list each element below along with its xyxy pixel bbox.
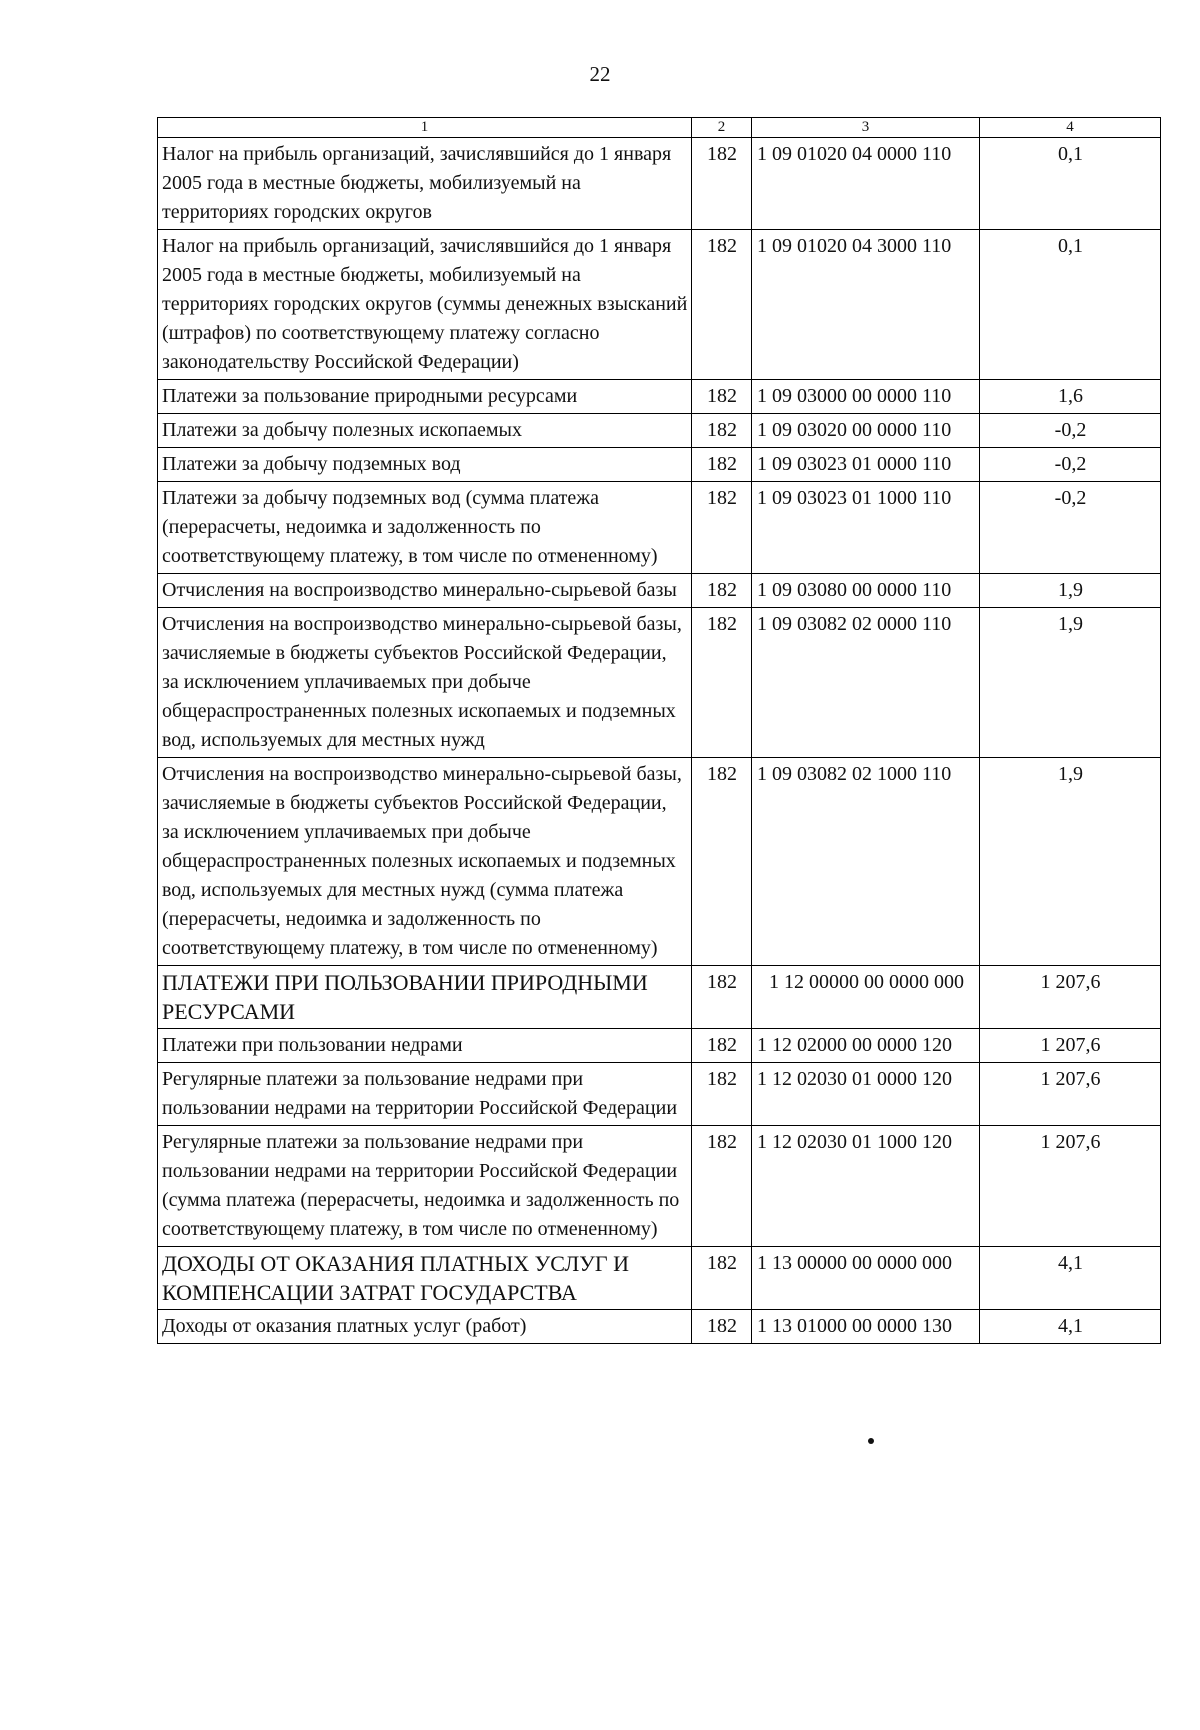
amount-cell: 1,9 (980, 758, 1161, 966)
budget-class-code-cell: 1 09 03082 02 0000 110 (752, 608, 980, 758)
budget-class-code-cell: 1 13 01000 00 0000 130 (752, 1310, 980, 1344)
income-name-cell: Регулярные платежи за пользование недрами при пользовании недрами на территории Российской Федерации (сумма платежа (перерасчеты, недоимка и задолженность по соответствующему платежу, в том числе по отмененному) (158, 1126, 692, 1247)
table-row (158, 380, 1161, 414)
table-row (158, 1126, 1161, 1247)
table-row (158, 1063, 1161, 1126)
column-number-2: 2 (692, 118, 752, 138)
income-name-cell: ДОХОДЫ ОТ ОКАЗАНИЯ ПЛАТНЫХ УСЛУГ И КОМПЕНСАЦИИ ЗАТРАТ ГОСУДАРСТВА (158, 1247, 692, 1310)
column-number-4: 4 (980, 118, 1161, 138)
table-row (158, 448, 1161, 482)
table-row (158, 138, 1161, 230)
budget-class-code-cell: 1 09 01020 04 0000 110 (752, 138, 980, 230)
budget-class-code-cell: 1 09 03082 02 1000 110 (752, 758, 980, 966)
amount-cell: 1 207,6 (980, 1126, 1161, 1247)
table-row (158, 1310, 1161, 1344)
income-name-cell: Платежи за пользование природными ресурсами (158, 380, 692, 414)
income-name-cell: Платежи за добычу подземных вод (сумма платежа (перерасчеты, недоимка и задолженность по соответствующему платежу, в том числе по отмененному) (158, 482, 692, 574)
amount-cell: 0,1 (980, 138, 1161, 230)
stray-dot-mark (868, 1438, 874, 1444)
amount-cell: 1 207,6 (980, 1029, 1161, 1063)
amount-cell: 1 207,6 (980, 966, 1161, 1029)
table-row (158, 1029, 1161, 1063)
table-row (158, 230, 1161, 380)
income-name-cell: Налог на прибыль организаций, зачислявшийся до 1 января 2005 года в местные бюджеты, мобилизуемый на территориях городских округов (суммы денежных взысканий (штрафов) по соответствующему платежу согласно законодательству Российской Федерации) (158, 230, 692, 380)
table-row (158, 482, 1161, 574)
admin-code-cell: 182 (692, 1126, 752, 1247)
admin-code-cell: 182 (692, 608, 752, 758)
income-name-cell: Регулярные платежи за пользование недрами при пользовании недрами на территории Российской Федерации (158, 1063, 692, 1126)
admin-code-cell: 182 (692, 1310, 752, 1344)
budget-class-code-cell: 1 13 00000 00 0000 000 (752, 1247, 980, 1310)
column-number-1: 1 (158, 118, 692, 138)
admin-code-cell: 182 (692, 482, 752, 574)
amount-cell: 4,1 (980, 1247, 1161, 1310)
table-row (158, 414, 1161, 448)
revenue-table (157, 117, 1161, 1344)
budget-class-code-cell: 1 12 02030 01 1000 120 (752, 1126, 980, 1247)
admin-code-cell: 182 (692, 414, 752, 448)
admin-code-cell: 182 (692, 448, 752, 482)
admin-code-cell: 182 (692, 1063, 752, 1126)
amount-cell: 1,9 (980, 574, 1161, 608)
admin-code-cell: 182 (692, 1247, 752, 1310)
amount-cell: -0,2 (980, 414, 1161, 448)
amount-cell: 1,9 (980, 608, 1161, 758)
table-header (158, 118, 1161, 138)
budget-class-code-cell: 1 09 03023 01 1000 110 (752, 482, 980, 574)
budget-class-code-cell: 1 09 01020 04 3000 110 (752, 230, 980, 380)
admin-code-cell: 182 (692, 230, 752, 380)
income-name-cell: Платежи за добычу полезных ископаемых (158, 414, 692, 448)
admin-code-cell: 182 (692, 966, 752, 1029)
income-name-cell: Отчисления на воспроизводство минерально-сырьевой базы, зачисляемые в бюджеты субъектов Российской Федерации, за исключением уплачиваемых при добыче общераспространенных полезных ископаемых и подземных вод, используемых для местных нужд (158, 608, 692, 758)
budget-class-code-cell: 1 12 02000 00 0000 120 (752, 1029, 980, 1063)
income-name-cell: ПЛАТЕЖИ ПРИ ПОЛЬЗОВАНИИ ПРИРОДНЫМИ РЕСУРСАМИ (158, 966, 692, 1029)
income-name-cell: Отчисления на воспроизводство минерально-сырьевой базы, зачисляемые в бюджеты субъектов Российской Федерации, за исключением уплачиваемых при добыче общераспространенных полезных ископаемых и подземных вод, используемых для местных нужд (сумма платежа (перерасчеты, недоимка и задолженность по соответствующему платежу, в том числе по отмененному) (158, 758, 692, 966)
column-number-3: 3 (752, 118, 980, 138)
income-name-cell: Платежи при пользовании недрами (158, 1029, 692, 1063)
amount-cell: 1,6 (980, 380, 1161, 414)
income-name-cell: Платежи за добычу подземных вод (158, 448, 692, 482)
admin-code-cell: 182 (692, 574, 752, 608)
budget-class-code-cell: 1 09 03000 00 0000 110 (752, 380, 980, 414)
income-name-cell: Доходы от оказания платных услуг (работ) (158, 1310, 692, 1344)
budget-class-code-cell: 1 12 00000 00 0000 000 (752, 966, 980, 1029)
page-number: 22 (589, 62, 611, 86)
admin-code-cell: 182 (692, 138, 752, 230)
amount-cell: 1 207,6 (980, 1063, 1161, 1126)
amount-cell: -0,2 (980, 482, 1161, 574)
budget-class-code-cell: 1 09 03023 01 0000 110 (752, 448, 980, 482)
column-number-row (158, 118, 1161, 138)
table-row (158, 966, 1161, 1029)
budget-class-code-cell: 1 09 03080 00 0000 110 (752, 574, 980, 608)
admin-code-cell: 182 (692, 380, 752, 414)
amount-cell: -0,2 (980, 448, 1161, 482)
budget-class-code-cell: 1 12 02030 01 0000 120 (752, 1063, 980, 1126)
budget-class-code-cell: 1 09 03020 00 0000 110 (752, 414, 980, 448)
table-row (158, 574, 1161, 608)
table-body (158, 138, 1161, 1344)
amount-cell: 4,1 (980, 1310, 1161, 1344)
table-row (158, 1247, 1161, 1310)
table-row (158, 608, 1161, 758)
table-row (158, 758, 1161, 966)
income-name-cell: Налог на прибыль организаций, зачислявшийся до 1 января 2005 года в местные бюджеты, мобилизуемый на территориях городских округов (158, 138, 692, 230)
amount-cell: 0,1 (980, 230, 1161, 380)
income-name-cell: Отчисления на воспроизводство минерально-сырьевой базы (158, 574, 692, 608)
admin-code-cell: 182 (692, 1029, 752, 1063)
admin-code-cell: 182 (692, 758, 752, 966)
